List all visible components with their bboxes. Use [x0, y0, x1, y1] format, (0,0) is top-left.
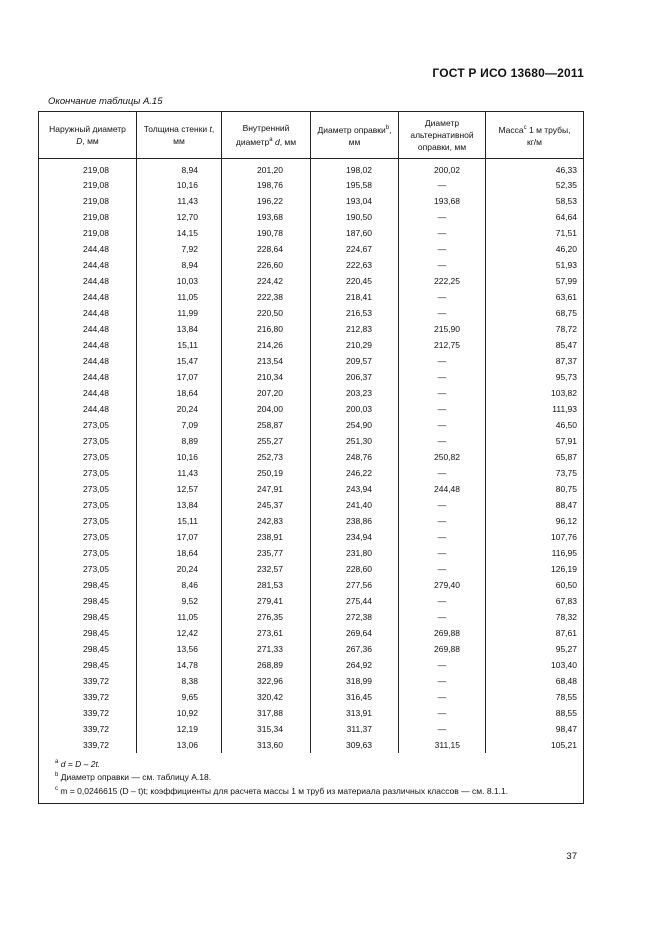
table-cell: 273,05 [39, 561, 137, 577]
table-cell: — [399, 545, 486, 561]
table-cell: 68,48 [486, 673, 584, 689]
table-cell: 63,61 [486, 289, 584, 305]
column-header-2: Толщина стенки t, мм [137, 112, 222, 159]
table-cell: 95,27 [486, 641, 584, 657]
table-cell: 220,50 [222, 305, 311, 321]
table-cell: 273,05 [39, 497, 137, 513]
table-cell: 311,15 [399, 737, 486, 753]
table-cell: — [399, 225, 486, 241]
table-cell: 11,05 [137, 609, 222, 625]
table-caption: Окончание таблицы А.15 [48, 96, 163, 107]
table-cell: — [399, 289, 486, 305]
table-cell: 65,87 [486, 449, 584, 465]
table-cell: 234,94 [311, 529, 399, 545]
table-cell: 318,99 [311, 673, 399, 689]
table-cell: 235,77 [222, 545, 311, 561]
table-cell: 10,16 [137, 449, 222, 465]
table-row [39, 481, 584, 497]
table-row [39, 529, 584, 545]
table-cell: 105,21 [486, 737, 584, 753]
table-cell: 15,47 [137, 353, 222, 369]
table-cell: 58,53 [486, 193, 584, 209]
table-cell: 298,45 [39, 577, 137, 593]
table-cell: — [399, 177, 486, 193]
table-cell: 258,87 [222, 417, 311, 433]
table-cell: 311,37 [311, 721, 399, 737]
table-cell: 8,46 [137, 577, 222, 593]
table-cell: 8,94 [137, 257, 222, 273]
table-cell: 8,38 [137, 673, 222, 689]
table-cell: 46,50 [486, 417, 584, 433]
table-cell: — [399, 369, 486, 385]
table-cell: — [399, 529, 486, 545]
table-cell: 320,42 [222, 689, 311, 705]
table-cell: 196,22 [222, 193, 311, 209]
table-cell: 9,65 [137, 689, 222, 705]
table-cell: 206,37 [311, 369, 399, 385]
table-cell: 15,11 [137, 513, 222, 529]
table-row [39, 545, 584, 561]
table-cell: 269,64 [311, 625, 399, 641]
table-cell: 80,75 [486, 481, 584, 497]
table-cell: 269,88 [399, 641, 486, 657]
table-cell: 193,68 [399, 193, 486, 209]
table-cell: 11,43 [137, 465, 222, 481]
table-cell: 107,76 [486, 529, 584, 545]
table-row [39, 321, 584, 337]
table-cell: 215,90 [399, 321, 486, 337]
table-cell: 200,02 [399, 159, 486, 178]
document-header: ГОСТ Р ИСО 13680—2011 [432, 66, 584, 80]
table-cell: 250,82 [399, 449, 486, 465]
table-cell: — [399, 705, 486, 721]
table-row [39, 353, 584, 369]
table-cell: 254,90 [311, 417, 399, 433]
table-cell: 273,05 [39, 545, 137, 561]
table-row [39, 241, 584, 257]
table-cell: — [399, 689, 486, 705]
table-cell: 322,96 [222, 673, 311, 689]
table-row [39, 209, 584, 225]
table-cell: — [399, 305, 486, 321]
table-cell: 193,68 [222, 209, 311, 225]
table-cell: 198,76 [222, 177, 311, 193]
table-cell: — [399, 417, 486, 433]
table-cell: 98,47 [486, 721, 584, 737]
table-cell: 244,48 [39, 353, 137, 369]
table-cell: — [399, 465, 486, 481]
data-table [38, 111, 584, 804]
table-cell: 195,58 [311, 177, 399, 193]
table-cell: 272,38 [311, 609, 399, 625]
table-cell: 200,03 [311, 401, 399, 417]
table-cell: 255,27 [222, 433, 311, 449]
table-row [39, 657, 584, 673]
table-cell: 190,78 [222, 225, 311, 241]
table-cell: 244,48 [39, 241, 137, 257]
table-cell: 78,72 [486, 321, 584, 337]
footnote-b: $^b$ Диаметр оправки — см. таблицу А.18. [55, 772, 212, 783]
table-cell: 207,20 [222, 385, 311, 401]
table-cell: 216,80 [222, 321, 311, 337]
table-cell: 276,35 [222, 609, 311, 625]
table-cell: 298,45 [39, 641, 137, 657]
table-cell: 247,91 [222, 481, 311, 497]
table-row [39, 369, 584, 385]
table-cell: 10,03 [137, 273, 222, 289]
table-cell: — [399, 513, 486, 529]
table-cell: 46,20 [486, 241, 584, 257]
table-cell: 14,15 [137, 225, 222, 241]
table-cell: 87,37 [486, 353, 584, 369]
table-cell: 10,92 [137, 705, 222, 721]
table-cell: 213,54 [222, 353, 311, 369]
table-cell: 241,40 [311, 497, 399, 513]
table-cell: 313,60 [222, 737, 311, 753]
table-cell: 95,73 [486, 369, 584, 385]
column-header-5: Диаметр альтернативной оправки, мм [399, 112, 486, 159]
table-cell: 238,91 [222, 529, 311, 545]
table-cell: 7,09 [137, 417, 222, 433]
table-cell: 216,53 [311, 305, 399, 321]
table-cell: 219,08 [39, 159, 137, 178]
table-cell: 103,40 [486, 657, 584, 673]
page-number: 37 [566, 851, 577, 862]
table-cell: 17,07 [137, 369, 222, 385]
footnote-c: $^c$ m = 0,0246615 (D – t)t; коэффициенты для расчета массы 1 м труб из материала различных классов — см. 8.1.1. [55, 785, 509, 796]
table-cell: 203,23 [311, 385, 399, 401]
table-cell: 11,05 [137, 289, 222, 305]
table-cell: 273,05 [39, 481, 137, 497]
table-cell: — [399, 609, 486, 625]
table-cell: 244,48 [39, 289, 137, 305]
table-cell: 219,08 [39, 177, 137, 193]
table-row [39, 305, 584, 321]
table-row [39, 705, 584, 721]
column-header-4: Диаметр оправки$^b$, мм [311, 112, 399, 159]
table-cell: 298,45 [39, 625, 137, 641]
table-row [39, 577, 584, 593]
table-cell: 273,05 [39, 433, 137, 449]
table-cell: — [399, 209, 486, 225]
table-row [39, 561, 584, 577]
table-cell: 20,24 [137, 401, 222, 417]
table-cell: 277,56 [311, 577, 399, 593]
table-cell: 316,45 [311, 689, 399, 705]
table-cell: — [399, 433, 486, 449]
table-cell: 222,63 [311, 257, 399, 273]
table-cell: 12,42 [137, 625, 222, 641]
table-cell: 9,52 [137, 593, 222, 609]
table-cell: 238,86 [311, 513, 399, 529]
table-cell: 201,20 [222, 159, 311, 178]
column-header-6: Масса$^c$ 1 м трубы, кг/м [486, 112, 584, 159]
table-row [39, 625, 584, 641]
table-row [39, 433, 584, 449]
table-cell: 251,30 [311, 433, 399, 449]
table-row [39, 593, 584, 609]
table-cell: 13,84 [137, 321, 222, 337]
table-row [39, 159, 584, 178]
table-cell: 339,72 [39, 705, 137, 721]
table-cell: 219,08 [39, 209, 137, 225]
footnote-a: $^a$ d = D – 2t. [55, 758, 101, 769]
table-cell: 64,64 [486, 209, 584, 225]
table-cell: 298,45 [39, 593, 137, 609]
table-cell: 250,19 [222, 465, 311, 481]
table-row [39, 513, 584, 529]
table-cell: 68,75 [486, 305, 584, 321]
table-cell: 13,06 [137, 737, 222, 753]
table-row [39, 497, 584, 513]
table-cell: 204,00 [222, 401, 311, 417]
table-cell: 273,05 [39, 465, 137, 481]
table-cell: 52,35 [486, 177, 584, 193]
table-row [39, 449, 584, 465]
table-row [39, 289, 584, 305]
table-cell: 339,72 [39, 737, 137, 753]
table-cell: 244,48 [39, 257, 137, 273]
table-cell: 17,07 [137, 529, 222, 545]
table-cell: 271,33 [222, 641, 311, 657]
table-cell: 224,67 [311, 241, 399, 257]
table-cell: 244,48 [39, 321, 137, 337]
table-row [39, 465, 584, 481]
table-cell: 11,99 [137, 305, 222, 321]
table-cell: — [399, 561, 486, 577]
table-cell: 67,83 [486, 593, 584, 609]
table-cell: 275,44 [311, 593, 399, 609]
table-cell: 273,05 [39, 529, 137, 545]
table-cell: 244,48 [399, 481, 486, 497]
table-cell: 126,19 [486, 561, 584, 577]
table-cell: 190,50 [311, 209, 399, 225]
table-cell: 248,76 [311, 449, 399, 465]
table-cell: 88,55 [486, 705, 584, 721]
table-cell: — [399, 497, 486, 513]
table-row [39, 273, 584, 289]
table-cell: 222,25 [399, 273, 486, 289]
column-header-1: Наружный диаметр D, мм [39, 112, 137, 159]
table-cell: 224,42 [222, 273, 311, 289]
table-cell: 313,91 [311, 705, 399, 721]
table-cell: 231,80 [311, 545, 399, 561]
table-cell: 12,57 [137, 481, 222, 497]
table-cell: — [399, 385, 486, 401]
table-cell: 13,84 [137, 497, 222, 513]
table-cell: 85,47 [486, 337, 584, 353]
table-cell: 244,48 [39, 369, 137, 385]
table-cell: 269,88 [399, 625, 486, 641]
table-row [39, 337, 584, 353]
table-cell: 339,72 [39, 689, 137, 705]
table-cell: 187,60 [311, 225, 399, 241]
table-cell: 209,57 [311, 353, 399, 369]
table-cell: 222,38 [222, 289, 311, 305]
table-cell: 268,89 [222, 657, 311, 673]
table-cell: 244,48 [39, 305, 137, 321]
table-row [39, 609, 584, 625]
table-cell: 315,34 [222, 721, 311, 737]
table-cell: 244,48 [39, 385, 137, 401]
table-cell: — [399, 593, 486, 609]
table-footnotes [39, 753, 584, 803]
table-header [39, 112, 584, 159]
table-cell: 298,45 [39, 609, 137, 625]
table-cell: 116,95 [486, 545, 584, 561]
table-cell: 219,08 [39, 225, 137, 241]
column-header-3: Внутренний диаметр$^a$ d, мм [222, 112, 311, 159]
table-cell: 244,48 [39, 337, 137, 353]
table-cell: 281,53 [222, 577, 311, 593]
table-cell: — [399, 721, 486, 737]
table-cell: 273,05 [39, 417, 137, 433]
table-cell: 317,88 [222, 705, 311, 721]
table-cell: 309,63 [311, 737, 399, 753]
table-cell: 198,02 [311, 159, 399, 178]
table-cell: 220,45 [311, 273, 399, 289]
table-row [39, 689, 584, 705]
table-cell: 245,37 [222, 497, 311, 513]
table-cell: 228,60 [311, 561, 399, 577]
table-cell: — [399, 657, 486, 673]
table-row [39, 417, 584, 433]
table-row [39, 641, 584, 657]
table-cell: 71,51 [486, 225, 584, 241]
table-cell: 244,48 [39, 401, 137, 417]
table-cell: 273,05 [39, 513, 137, 529]
table-cell: 8,94 [137, 159, 222, 178]
table-cell: — [399, 241, 486, 257]
table-cell: 264,92 [311, 657, 399, 673]
table-cell: 252,73 [222, 449, 311, 465]
table-cell: 103,82 [486, 385, 584, 401]
table-cell: 87,61 [486, 625, 584, 641]
table-cell: 218,41 [311, 289, 399, 305]
table-cell: 111,93 [486, 401, 584, 417]
table-cell: 210,29 [311, 337, 399, 353]
table-row [39, 177, 584, 193]
table-cell: 78,32 [486, 609, 584, 625]
table-cell: 273,05 [39, 449, 137, 465]
table-cell: 219,08 [39, 193, 137, 209]
table-cell: 51,93 [486, 257, 584, 273]
table-cell: 57,91 [486, 433, 584, 449]
table-cell: 12,19 [137, 721, 222, 737]
table-cell: 279,40 [399, 577, 486, 593]
table-cell: 57,99 [486, 273, 584, 289]
table-row [39, 257, 584, 273]
table-cell: 7,92 [137, 241, 222, 257]
table-cell: 212,75 [399, 337, 486, 353]
table-cell: 243,94 [311, 481, 399, 497]
table-body [39, 159, 584, 804]
table-cell: 212,83 [311, 321, 399, 337]
table-cell: — [399, 257, 486, 273]
table-cell: 226,60 [222, 257, 311, 273]
table-cell: 78,55 [486, 689, 584, 705]
table-cell: — [399, 353, 486, 369]
table-cell: 214,26 [222, 337, 311, 353]
table-cell: 246,22 [311, 465, 399, 481]
table-row [39, 193, 584, 209]
table-cell: — [399, 673, 486, 689]
table-cell: 46,33 [486, 159, 584, 178]
table-cell: 193,04 [311, 193, 399, 209]
table-cell: 244,48 [39, 273, 137, 289]
table-cell: 12,70 [137, 209, 222, 225]
table-cell: 88,47 [486, 497, 584, 513]
table-cell: 339,72 [39, 673, 137, 689]
table-cell: 232,57 [222, 561, 311, 577]
table-cell: 8,89 [137, 433, 222, 449]
table-row [39, 225, 584, 241]
table-cell: 60,50 [486, 577, 584, 593]
table-row [39, 385, 584, 401]
table-cell: 13,56 [137, 641, 222, 657]
table-cell: 14,78 [137, 657, 222, 673]
table-cell: 339,72 [39, 721, 137, 737]
table-cell: 210,34 [222, 369, 311, 385]
table-cell: 96,12 [486, 513, 584, 529]
table-cell: 298,45 [39, 657, 137, 673]
table-cell: 18,64 [137, 545, 222, 561]
table-cell: 267,36 [311, 641, 399, 657]
table-cell: 20,24 [137, 561, 222, 577]
footnotes-row [39, 753, 584, 803]
table-cell: 73,75 [486, 465, 584, 481]
table-cell: 242,83 [222, 513, 311, 529]
table-cell: — [399, 401, 486, 417]
table-cell: 273,61 [222, 625, 311, 641]
table-cell: 11,43 [137, 193, 222, 209]
table-row [39, 737, 584, 753]
table-row [39, 673, 584, 689]
table-cell: 228,64 [222, 241, 311, 257]
table-row [39, 721, 584, 737]
table-cell: 18,64 [137, 385, 222, 401]
table-row [39, 401, 584, 417]
table-cell: 10,16 [137, 177, 222, 193]
table-cell: 15,11 [137, 337, 222, 353]
table-cell: 279,41 [222, 593, 311, 609]
